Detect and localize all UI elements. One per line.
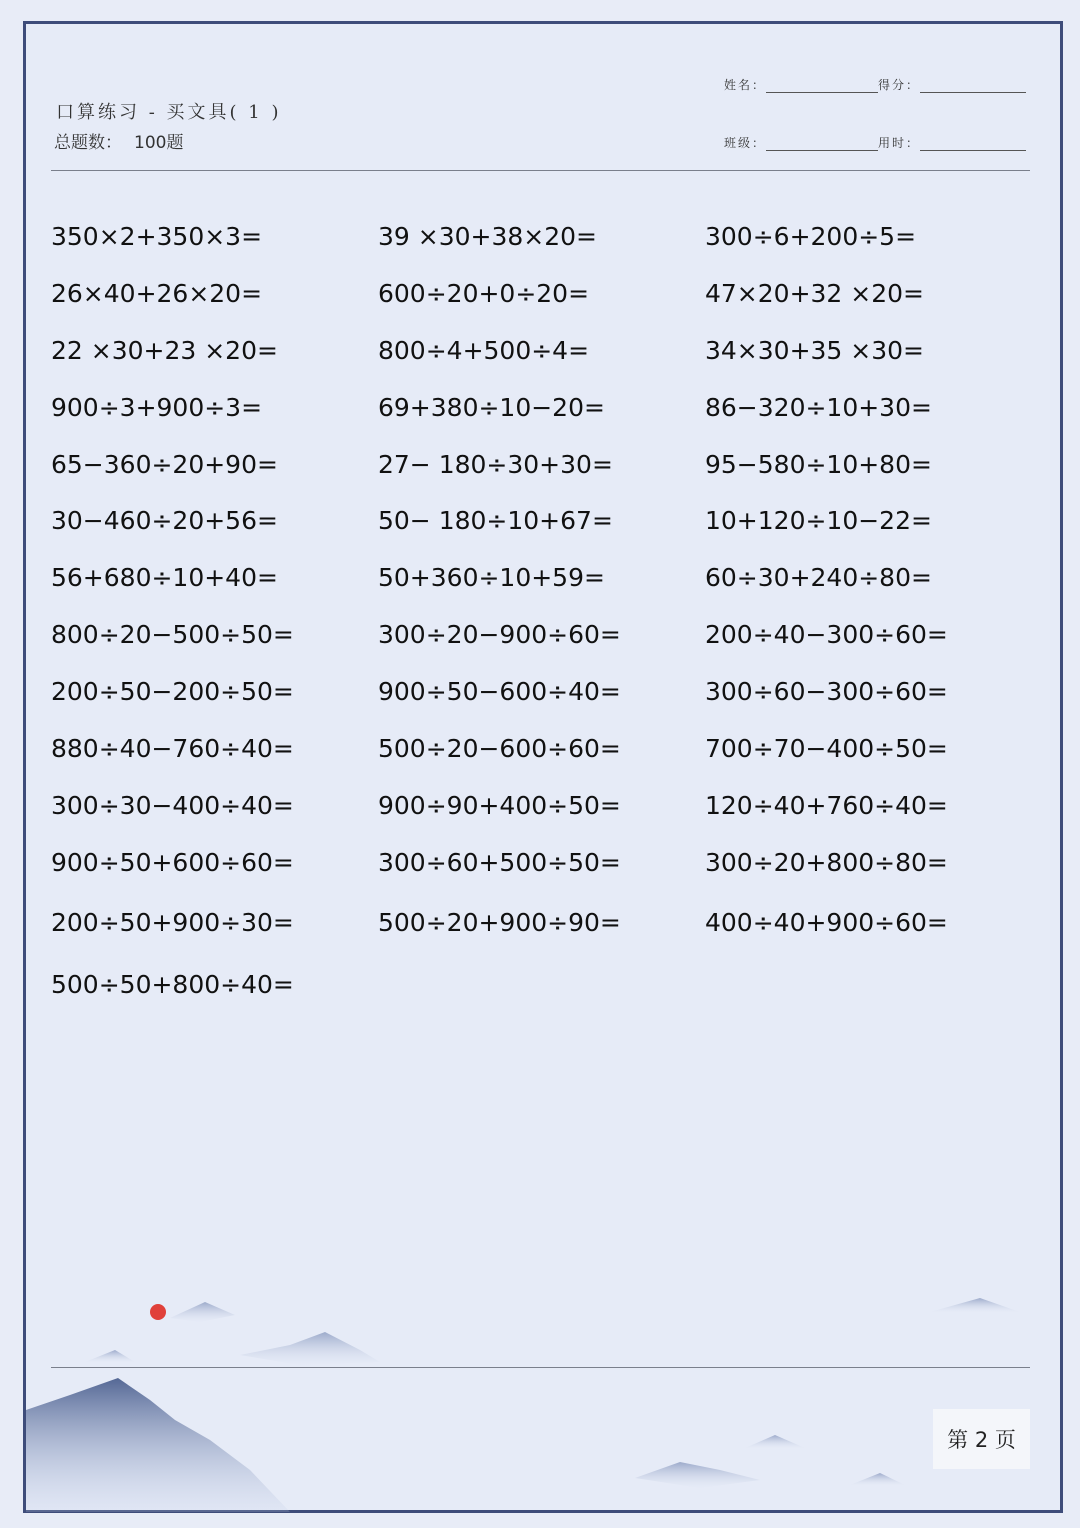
problem-item: 200÷50−200÷50= <box>51 677 294 706</box>
mountain-bottom-right <box>635 1462 760 1488</box>
mountain-bottom-far <box>850 1473 905 1485</box>
problem-item: 86−320÷10+30= <box>705 393 932 422</box>
problem-item: 50+360÷10+59= <box>378 563 605 592</box>
problem-item: 39 ×30+38×20= <box>378 222 597 251</box>
mountain-right <box>930 1298 1020 1312</box>
problem-item: 500÷50+800÷40= <box>51 970 294 999</box>
total-questions <box>54 128 183 153</box>
problem-item: 30−460÷20+56= <box>51 506 278 535</box>
problem-item: 60÷30+240÷80= <box>705 563 932 592</box>
total-value: 100题 <box>134 133 184 153</box>
problem-item: 880÷40−760÷40= <box>51 734 294 763</box>
problem-item: 27− 180÷30+30= <box>378 450 613 479</box>
red-sun <box>150 1304 166 1320</box>
problem-item: 400÷40+900÷60= <box>705 908 948 937</box>
problem-item: 300÷30−400÷40= <box>51 791 294 820</box>
name-field[interactable] <box>766 78 878 93</box>
class-label: 班级： <box>724 136 767 150</box>
time-label: 用时： <box>878 136 921 150</box>
problem-item: 300÷60+500÷50= <box>378 848 621 877</box>
mountain-mid <box>240 1332 380 1365</box>
problem-item: 200÷40−300÷60= <box>705 620 948 649</box>
mountain-large <box>26 1378 290 1512</box>
page-number: 第 2 页 <box>933 1409 1030 1469</box>
score-label: 得分： <box>878 78 921 92</box>
problem-item: 900÷3+900÷3= <box>51 393 263 422</box>
problem-item: 600÷20+0÷20= <box>378 279 590 308</box>
problem-item: 47×20+32 ×20= <box>705 279 924 308</box>
problem-item: 10+120÷10−22= <box>705 506 932 535</box>
problem-item: 26×40+26×20= <box>51 279 263 308</box>
problem-item: 300÷6+200÷5= <box>705 222 917 251</box>
problem-item: 120÷40+760÷40= <box>705 791 948 820</box>
problem-item: 22 ×30+23 ×20= <box>51 336 278 365</box>
problem-item: 69+380÷10−20= <box>378 393 605 422</box>
mountain-bottom-mid <box>745 1435 805 1448</box>
mountain-far-left <box>85 1350 135 1362</box>
problem-item: 700÷70−400÷50= <box>705 734 948 763</box>
problem-item: 900÷50+600÷60= <box>51 848 294 877</box>
problem-item: 350×2+350×3= <box>51 222 263 251</box>
problem-item: 800÷4+500÷4= <box>378 336 590 365</box>
header-divider <box>51 170 1030 171</box>
problem-item: 200÷50+900÷30= <box>51 908 294 937</box>
problem-item: 65−360÷20+90= <box>51 450 278 479</box>
problem-item: 34×30+35 ×30= <box>705 336 924 365</box>
problem-item: 500÷20+900÷90= <box>378 908 621 937</box>
problem-item: 500÷20−600÷60= <box>378 734 621 763</box>
problem-item: 900÷50−600÷40= <box>378 677 621 706</box>
problem-item: 50− 180÷10+67= <box>378 506 613 535</box>
problem-item: 300÷20+800÷80= <box>705 848 948 877</box>
footer-divider <box>51 1367 1030 1368</box>
score-field[interactable] <box>920 78 1026 93</box>
class-field[interactable] <box>766 136 878 151</box>
time-field[interactable] <box>920 136 1026 151</box>
problem-item: 300÷60−300÷60= <box>705 677 948 706</box>
problem-item: 800÷20−500÷50= <box>51 620 294 649</box>
total-label: 总题数： <box>54 133 122 153</box>
problem-item: 56+680÷10+40= <box>51 563 278 592</box>
name-label: 姓名： <box>724 78 767 92</box>
problem-item: 900÷90+400÷50= <box>378 791 621 820</box>
worksheet-title: 口算练习 - 买文具( 1 ) <box>56 102 282 123</box>
class-time-row <box>724 134 1026 151</box>
problem-item: 95−580÷10+80= <box>705 450 932 479</box>
name-score-row <box>724 76 1026 93</box>
problem-item: 300÷20−900÷60= <box>378 620 621 649</box>
mountain-small-left <box>170 1302 235 1322</box>
